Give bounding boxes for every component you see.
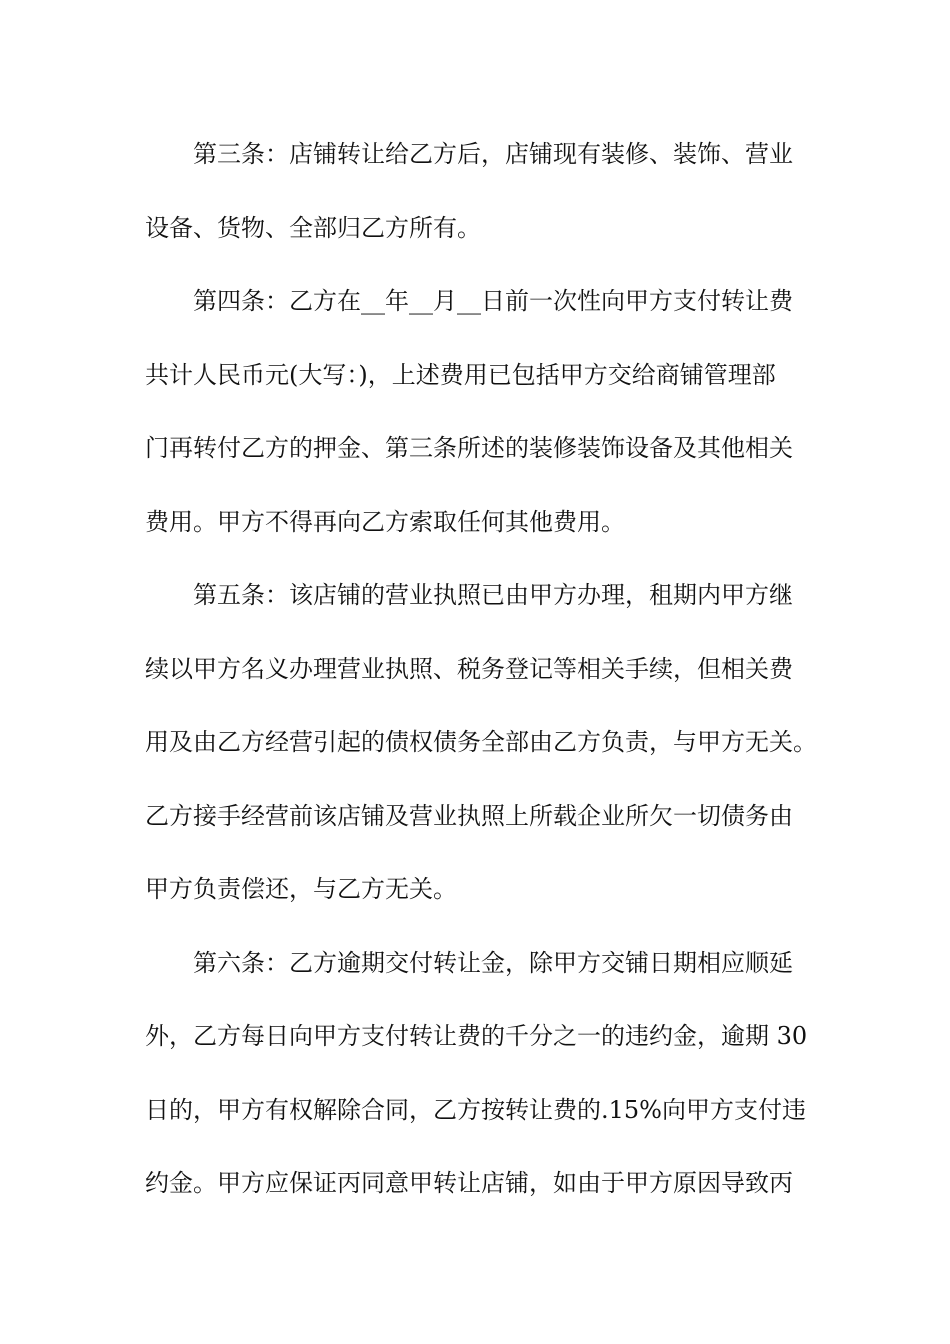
article-4-line-1: 第四条：乙方在__年__月__日前一次性向甲方支付转让费: [193, 287, 793, 315]
article-5-line-4: 乙方接手经营前该店铺及营业执照上所载企业所欠一切债务由: [145, 801, 793, 830]
article-4-line-3: 门再转付乙方的押金、第三条所述的装修装饰设备及其他相关: [145, 434, 793, 462]
article-4-line-4: 费用。甲方不得再向乙方索取任何其他费用。: [145, 507, 625, 536]
article-5-line-1: 第五条：该店铺的营业执照已由甲方办理，租期内甲方继: [193, 581, 793, 609]
article-6-line-4: 约金。甲方应保证丙同意甲转让店铺，如由于甲方原因导致丙: [145, 1169, 793, 1197]
article-5-line-2: 续以甲方名义办理营业执照、税务登记等相关手续，但相关费: [145, 654, 793, 683]
article-6-line-3: 日的，甲方有权解除合同，乙方按转让费的.15%向甲方支付违: [145, 1095, 806, 1124]
contract-body: [145, 124, 817, 1227]
article-6-line-1: 第六条：乙方逾期交付转让金，除甲方交铺日期相应顺延: [193, 948, 793, 977]
article-6-line-2: 外，乙方每日向甲方支付转让费的千分之一的违约金，逾期 30: [145, 1022, 808, 1050]
article-3-line-2: 设备、货物、全部归乙方所有。: [145, 213, 481, 242]
article-3-line-1: 第三条：店铺转让给乙方后，店铺现有装修、装饰、营业: [193, 140, 793, 168]
article-5-line-3: 用及由乙方经营引起的债权债务全部由乙方负责，与甲方无关。: [145, 728, 817, 756]
article-4-line-2: 共计人民币元(大写：)，上述费用已包括甲方交给商铺管理部: [145, 360, 776, 389]
article-5-line-5: 甲方负责偿还，与乙方无关。: [145, 875, 457, 903]
